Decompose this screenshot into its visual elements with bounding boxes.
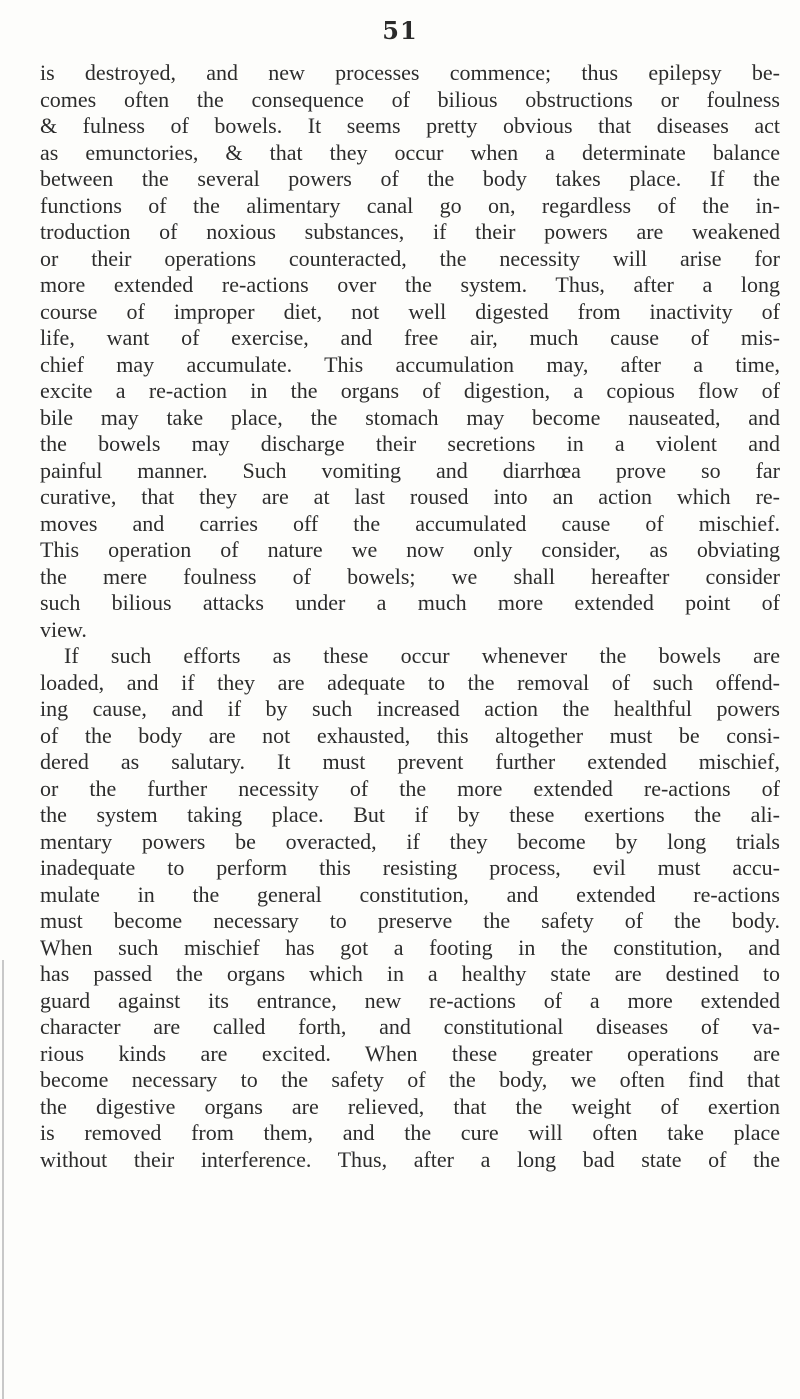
text-line: between the several powers of the body takes place. If the: [40, 166, 780, 191]
text-line: such bilious attacks under a much more extended point of: [40, 590, 780, 615]
text-line: When such mischief has got a footing in the constitution, and: [40, 934, 780, 960]
page-number: 51: [382, 16, 418, 45]
text-line: troduction of noxious substances, if their powers are weakened: [40, 219, 780, 244]
text-line: mulate in the general constitution, and extended re-actions: [40, 881, 780, 907]
text-line: the bowels may discharge their secretions in a violent and: [40, 431, 780, 456]
text-line: or their operations counteracted, the necessity will arise for: [40, 245, 780, 271]
binding-edge-rule: [2, 960, 4, 1399]
text-line: the system taking place. But if by these exertions the ali-: [40, 802, 780, 827]
text-line: This operation of nature we now only consider, as obviating: [40, 537, 780, 562]
text-line: excite a re-action in the organs of digestion, a copious flow of: [40, 378, 780, 403]
text-line: & fulness of bowels. It seems pretty obvious that diseases act: [40, 113, 780, 138]
text-line: functions of the alimentary canal go on, regardless of the in-: [40, 192, 780, 218]
text-line: of the body are not exhausted, this altogether must be consi-: [40, 722, 780, 748]
text-line: ing cause, and if by such increased action the healthful powers: [40, 696, 780, 721]
text-line: loaded, and if they are adequate to the removal of such offend-: [40, 669, 780, 695]
text-line: painful manner. Such vomiting and diarrhœa prove so far: [40, 457, 780, 483]
paragraph-start-line: If such efforts as these occur whenever the bowels are: [64, 643, 780, 668]
text-line: view.: [40, 616, 87, 642]
text-line: guard against its entrance, new re-actions of a more extended: [40, 987, 780, 1013]
text-line: life, want of exercise, and free air, much cause of mis-: [40, 325, 780, 350]
text-line: the digestive organs are relieved, that the weight of exertion: [40, 1093, 780, 1119]
text-line: become necessary to the safety of the body, we often find that: [40, 1067, 780, 1092]
text-line: is removed from them, and the cure will often take place: [40, 1120, 780, 1145]
text-line: chief may accumulate. This accumulation may, after a time,: [40, 351, 780, 377]
text-line: character are called forth, and constitutional diseases of va-: [40, 1014, 780, 1039]
body-text: [40, 60, 780, 1173]
text-line: must become necessary to preserve the safety of the body.: [40, 908, 780, 933]
text-line: or the further necessity of the more extended re-actions of: [40, 775, 780, 801]
text-line: rious kinds are excited. When these greater operations are: [40, 1040, 780, 1066]
text-line: bile may take place, the stomach may become nauseated, and: [40, 404, 780, 430]
text-line: moves and carries off the accumulated cause of mischief.: [40, 510, 780, 536]
text-line: as emunctories, & that they occur when a determinate balance: [40, 139, 780, 165]
text-line: inadequate to perform this resisting process, evil must accu-: [40, 855, 780, 880]
text-line: course of improper diet, not well digested from inactivity of: [40, 298, 780, 324]
text-line: has passed the organs which in a healthy state are destined to: [40, 961, 780, 986]
text-line: dered as salutary. It must prevent further extended mischief,: [40, 749, 780, 774]
text-line: comes often the consequence of bilious obstructions or foulness: [40, 86, 780, 112]
text-line: mentary powers be overacted, if they become by long trials: [40, 828, 780, 854]
text-line: the mere foulness of bowels; we shall hereafter consider: [40, 563, 780, 589]
text-line: more extended re-actions over the system. Thus, after a long: [40, 272, 780, 297]
text-line: without their interference. Thus, after a long bad state of the: [40, 1146, 780, 1172]
text-line: curative, that they are at last roused into an action which re-: [40, 484, 780, 509]
text-line: is destroyed, and new processes commence; thus epilepsy be-: [40, 60, 780, 85]
